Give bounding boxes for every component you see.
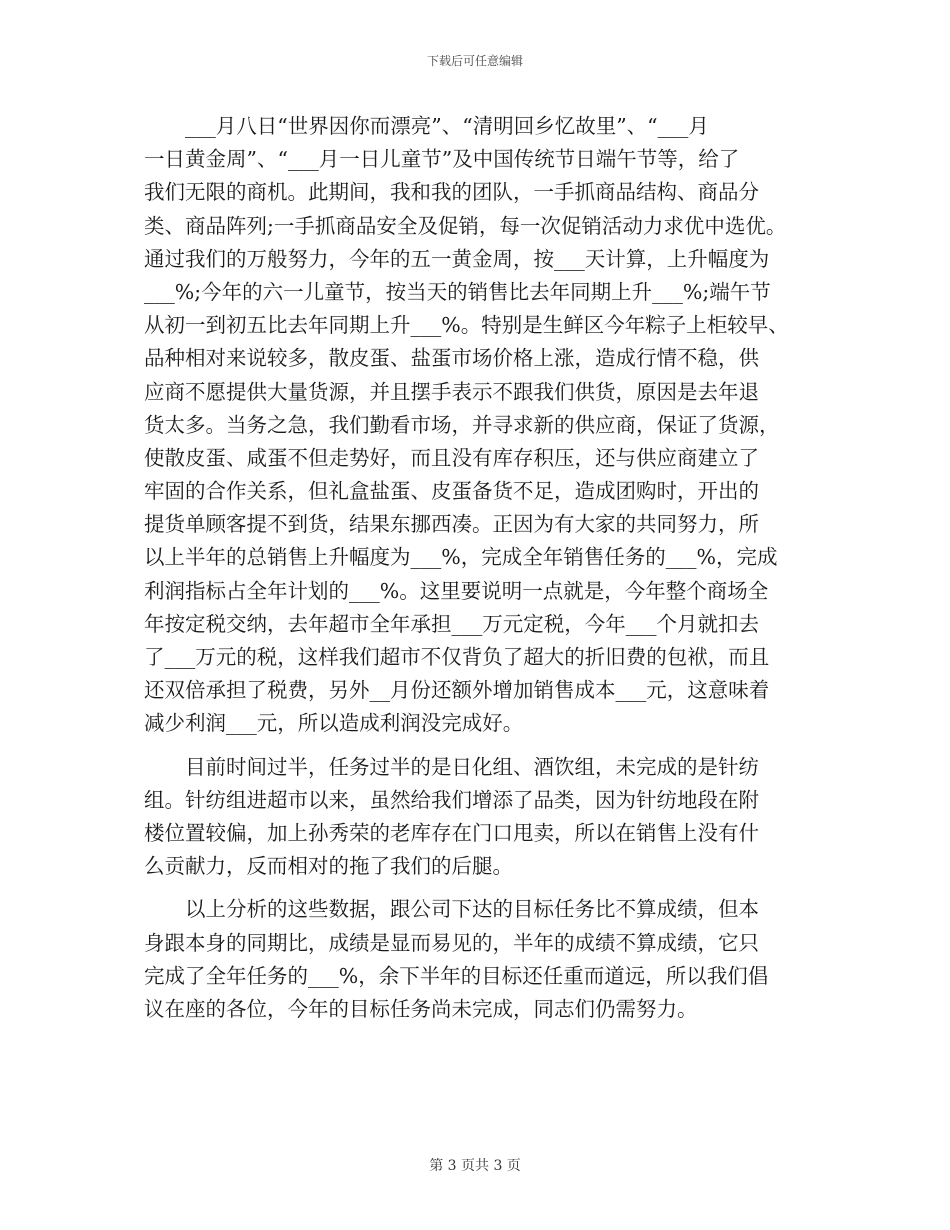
page-header: 下载后可任意编辑 [426, 54, 523, 68]
text-line: 还双倍承担了税费，另外__月份还额外增加销售成本___元，这意味着 [144, 678, 770, 703]
text-line: 我们无限的商机。此期间，我和我的团队，一手抓商品结构、商品分 [144, 180, 759, 205]
text-line: 应商不愿提供大量货源，并且摆手表示不跟我们供货，原因是去年退 [144, 379, 759, 404]
text-line: ___%;今年的六一儿童节，按当天的销售比去年同期上升___%;端午节 [144, 279, 771, 304]
page-footer: 第 3 页共 3 页 [429, 1158, 521, 1174]
text-line: 组。针纺组进超市以来，虽然给我们增添了品类，因为针纺地段在附 [144, 787, 759, 812]
text-line: 牢固的合作关系，但礼盒盐蛋、皮蛋备货不足，造成团购时，开出的 [144, 479, 759, 504]
text-line: 货太多。当务之急，我们勤看市场，并寻求新的供应商，保证了货源， [144, 412, 780, 437]
text-line: 楼位置较偏，加上孙秀荣的老库存在门口甩卖，所以在销售上没有什 [144, 820, 759, 845]
text-line: 从初一到初五比去年同期上升___%。特别是生鲜区今年粽子上柜较早、 [144, 313, 789, 338]
text-line: 通过我们的万般努力，今年的五一黄金周，按___天计算，上升幅度为 [144, 246, 770, 271]
text-line: 减少利润___元，所以造成利润没完成好。 [144, 711, 524, 736]
text-line: 完成了全年任务的___%，余下半年的目标还任重而道远，所以我们倡 [144, 963, 769, 988]
text-line: 利润指标占全年计划的___%。这里要说明一点就是，今年整个商场全 [144, 578, 769, 603]
text-line: 提货单顾客提不到货，结果东挪西凑。正因为有大家的共同努力，所 [144, 512, 759, 537]
document-body [144, 110, 816, 1026]
text-line: 以上分析的这些数据，跟公司下达的目标任务比不算成绩，但本 [144, 897, 759, 922]
text-line: 一日黄金周”、“___月一日儿童节”及中国传统节日端午节等，给了 [144, 147, 740, 172]
paragraph [144, 893, 816, 1026]
text-line: 年按定税交纳，去年超市全年承担___万元定税，今年___个月就扣去 [144, 611, 759, 636]
paragraph [144, 751, 816, 884]
text-line: 身跟本身的同期比，成绩是显而易见的，半年的成绩不算成绩，它只 [144, 930, 759, 955]
text-line: 使散皮蛋、咸蛋不但走势好，而且没有库存积压，还与供应商建立了 [144, 445, 759, 470]
paragraph [144, 110, 816, 741]
text-line: 品种相对来说较多，散皮蛋、盐蛋市场价格上涨，造成行情不稳，供 [144, 346, 759, 371]
text-line: 么贡献力，反而相对的拖了我们的后腿。 [144, 854, 513, 879]
text-line: 议在座的各位，今年的目标任务尚未完成，同志们仍需努力。 [144, 996, 698, 1021]
text-line: 目前时间过半，任务过半的是日化组、酒饮组，未完成的是针纺 [144, 754, 759, 779]
text-line: ___月八日“世界因你而漂亮”、“清明回乡忆故里”、“___月 [144, 114, 709, 138]
text-line: 了___万元的税，这样我们超市不仅背负了超大的折旧费的包袱，而且 [144, 645, 770, 669]
text-line: 以上半年的总销售上升幅度为___%，完成全年销售任务的___%，完成 [144, 545, 778, 570]
text-line: 类、商品阵列;一手抓商品安全及促销，每一次促销活动力求优中选优。 [144, 213, 787, 238]
